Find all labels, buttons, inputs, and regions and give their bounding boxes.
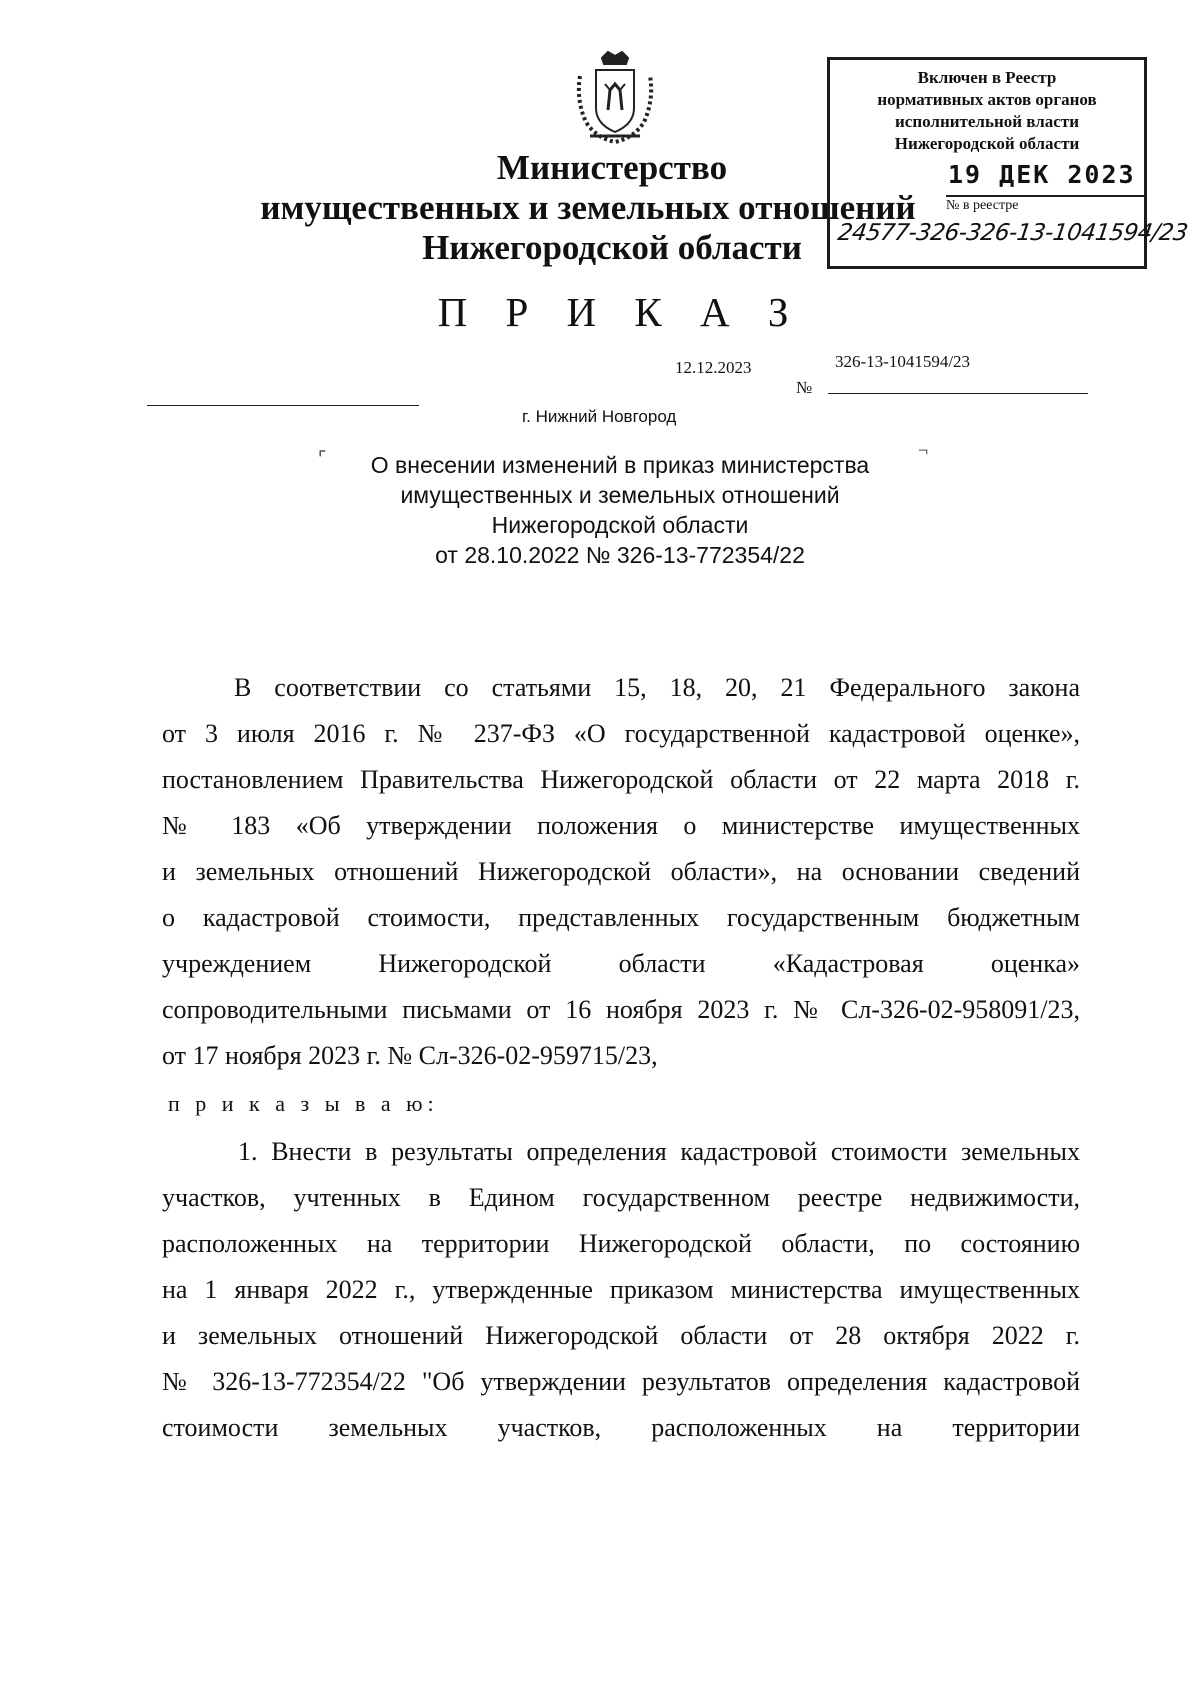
stamp-registry-number: 24577-326-326-13-1041594/23 — [836, 220, 1190, 246]
subject-corner-left: ⌜ — [318, 448, 327, 468]
item-1-line: на 1 января 2022 г., утвержденные приказом министерства имущественных — [162, 1275, 1080, 1304]
stamp-date: 19 ДЕК 2023 — [948, 160, 1136, 189]
body-line: о кадастровой стоимости, представленных государственным бюджетным — [162, 903, 1080, 932]
subject-line: О внесении изменений в приказ министерства — [370, 452, 870, 478]
stamp-line-1: Включен в Реестр — [917, 68, 1057, 87]
ministry-title-line-3: Нижегородской области — [422, 228, 802, 267]
item-1-line: и земельных отношений Нижегородской области от 28 октября 2022 г. — [162, 1321, 1080, 1350]
item-1-line: расположенных на территории Нижегородской области, по состоянию — [162, 1229, 1080, 1258]
item-1-line: № 326-13-772354/22 "Об утверждении результатов определения кадастровой — [162, 1367, 1080, 1396]
stamp-line-4: Нижегородской области — [894, 134, 1080, 153]
item-1-line: участков, учтенных в Едином государственном реестре недвижимости, — [162, 1183, 1080, 1212]
date-underline — [147, 405, 419, 406]
subject-line: имущественных и земельных отношений — [400, 482, 840, 508]
subject-line: Нижегородской области — [491, 512, 749, 538]
ministry-title-line-2: имущественных и земельных отношений — [260, 188, 916, 227]
stamp-registry-label: № в реестре — [946, 198, 1019, 213]
order-subject — [320, 450, 920, 570]
coat-of-arms-emblem — [572, 50, 658, 145]
body-line: и земельных отношений Нижегородской области», на основании сведений — [162, 857, 1080, 886]
item-1-line: стоимости земельных участков, расположенных на территории — [162, 1413, 1080, 1442]
body-line: от 3 июля 2016 г. № 237-ФЗ «О государственной кадастровой оценке», — [162, 719, 1080, 748]
subject-line: от 28.10.2022 № 326-13-772354/22 — [435, 542, 805, 568]
stamp-line-2: нормативных актов органов — [877, 90, 1097, 109]
order-city: г. Нижний Новгород — [522, 407, 677, 426]
item-1-line: 1. Внести в результаты определения кадастровой стоимости земельных — [238, 1137, 1080, 1166]
body-line: сопроводительными письмами от 16 ноября 2023 г. № Сл-326-02-958091/23, — [162, 995, 1080, 1024]
ministry-title-line-1: Министерство — [496, 148, 728, 187]
order-number-label: № — [796, 378, 813, 397]
subject-corner-right: ¬ — [918, 440, 929, 460]
order-verb: п р и к а з ы в а ю: — [168, 1091, 439, 1116]
order-number: 326-13-1041594/23 — [835, 352, 971, 371]
body-line: от 17 ноября 2023 г. № Сл-326-02-959715/23, — [162, 1041, 658, 1070]
stamp-line-3: исполнительной власти — [895, 112, 1079, 131]
body-line: учреждением Нижегородской области «Кадастровая оценка» — [162, 949, 1080, 978]
document-type-heading: П Р И К А З — [437, 289, 803, 335]
number-underline — [828, 393, 1088, 394]
order-date: 12.12.2023 — [675, 358, 752, 377]
registry-stamp — [827, 57, 1190, 269]
body-line: постановлением Правительства Нижегородской области от 22 марта 2018 г. — [162, 765, 1080, 794]
body-line: В соответствии со статьями 15, 18, 20, 21 Федерального закона — [234, 673, 1080, 702]
body-line: № 183 «Об утверждении положения о министерстве имущественных — [162, 811, 1080, 840]
